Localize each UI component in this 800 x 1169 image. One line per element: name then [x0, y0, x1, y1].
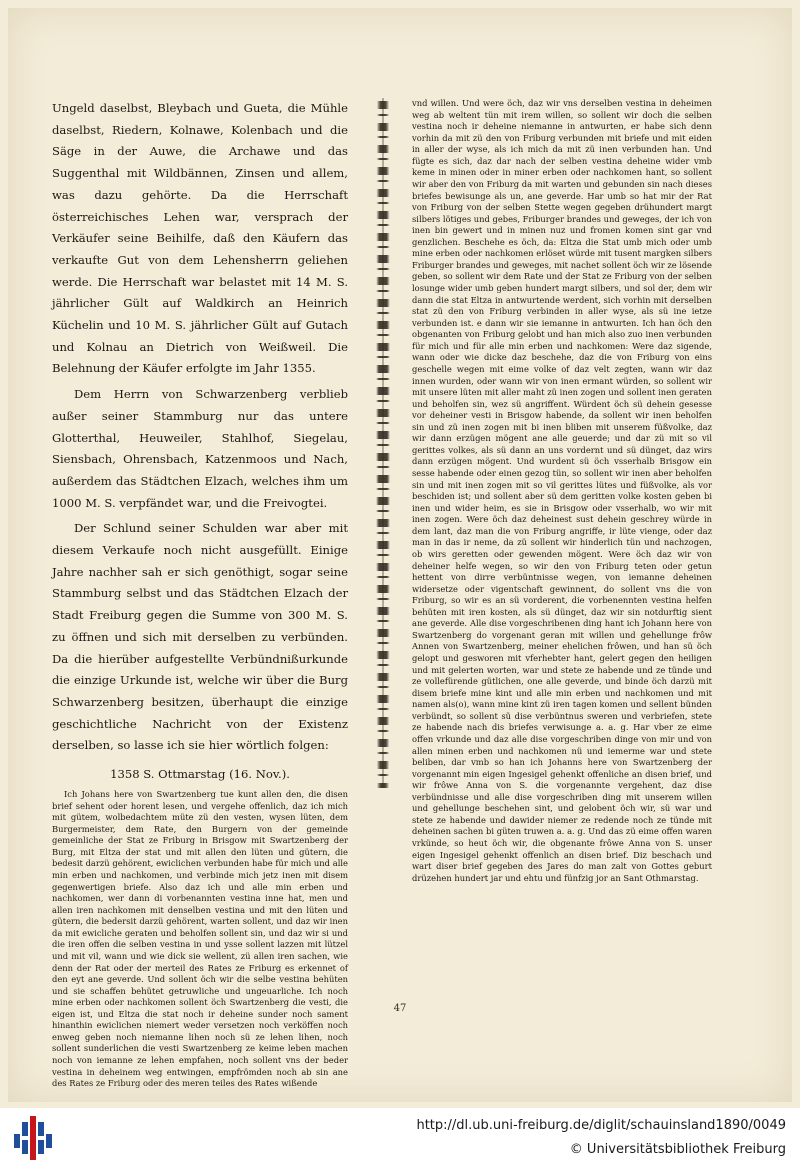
university-library-logo-icon: [14, 1116, 52, 1160]
paragraph-1: Ungeld daselbst, Bleybach und Gueta, die Mühle daselbst, Riedern, Kolnawe, Kolenbach und die Säge in der Auwe, die Archawe und das Suggenthal mit Wildbännen, Zinsen und allem, was dazu gehörte. Da die Herrschaft österreichisches Lehen war, versprach der Verkäufer seine Beihilfe, daß den Käufern das verkaufte Gut von dem Lehensherrn geliehen werde. Die Herrschaft war belastet mit 14 M. S. jährlicher Gült auf Waldkirch an Heinrich Küchelin und 10 M. S. jährlicher Gült auf Gutach und Kolnau an Dietrich von Weißweil. Die Belehnung der Käufer erfolgte im Jahr 1355.: [52, 101, 348, 376]
right-column: [412, 98, 712, 884]
ornamental-column-divider: [374, 98, 392, 788]
left-column: [52, 98, 348, 1090]
page-number: 47: [393, 1003, 407, 1014]
document-url-link[interactable]: http://dl.ub.uni-freiburg.de/diglit/schauinsland1890/0049: [416, 1118, 786, 1133]
copyright-notice: © Universitätsbibliothek Freiburg: [569, 1142, 786, 1157]
document-text-left: Ich Johans here von Swartzenberg tue kunt allen den, die disen brief sehent oder horent lesen, und vergehe offenlich, daz ich mich mit gütem, wolbedachtem müte zü den vesten, wysen lüten, dem Burgermeister, dem Rate, den Burgern von der gemeinde gemeinliche der Stat ze Friburg in Brisgow mit Swartzenberg der Burg, mit Eltza der stat und mit allen den lüten und gütern, die bedesit darzü gehörent, ewiclichen verbunden habe für mich und alle min erben und nachkomen, und verbinde mich jetz inen mit disem gegenwertigen briefe. Also daz ich und alle min erben und nachkomen, wer dann di vorbenannten vestina inne hat, men und allen iren nachkomen mit denselben vestina und mit den lüten und gütern, die bedersit darzü gehörent, warten sollent, und daz wir inen da mit ewicliche geraten und beholfen sollent sin, und daz wir si und die iren offen die selben vestina in und ysse sollent lazzen mit lützel und mit vil, wann und wie dick sie wellent, zü allen iren sachen, wie denn der Rat oder der merteil des Rates ze Friburg es erkennet of den eyt ane geverde. Und sollent öch wir die selbe vestina behüten und sie schaffen behütet getruwliche und ungeuarliche. Ich noch mine erben oder nachkomen sollent öch Swartzenberg die vesti, die eigen ist, und Eltza die stat noch ir deheine sunder noch sament hinanthin ewiclichen niemert weder versetzen noch verköffen noch enweg geben noch niemanne lihen noch sü ze lehen lihen, noch sollent sunderlichen die vesti Swartzenberg ze keime leben machen noch von iemanne ze lehen empfahen, noch sollent vns der beder vestina in deheinem weg entwingen, empfrömden noch ab sin ane des Rates ze Friburg oder des meren teiles des Rates wißende: [52, 789, 348, 1089]
paragraph-3: Der Schlund seiner Schulden war aber mit diesem Verkaufe noch nicht ausgefüllt. Einige Jahre nachher sah er sich genöthigt, sogar seine Stammburg selbst und das Städtchen Elzach der Stadt Freiburg gegen die Summe von 300 M. S. zu öffnen und sich mit derselben zu verbünden. Da die hierüber aufgestellte Verbündnißurkunde die einzige Urkunde ist, welche wir über die Burg Schwarzenberg besitzen, überhaupt die einzige geschichtliche Nachricht von der Existenz derselben, so lasse ich sie hier wörtlich folgen:: [52, 521, 348, 753]
document-heading: 1358 S. Ottmarstag (16. Nov.).: [110, 767, 290, 782]
paragraph-2: Dem Herrn von Schwarzenberg verblieb außer seiner Stammburg nur das untere Glotterthal, Heuweiler, Stahlhof, Siegelau, Siensbach, Ohrensbach, Katzenmoos und Nach, außerdem das Städtchen Elzach, welches ihm um 1000 M. S. verpfändet war, und die Freivogtei.: [52, 387, 348, 510]
document-text-right: vnd willen. Und were öch, daz wir vns derselben vestina in deheimen weg ab weltent tün mit irem willen, so sollent wir doch die selben vestina noch ir deheine niemanne in antwurten, er habe sich denn vorhin da mit zü den von Friburg verbunden mit briefe und mit eiden in aller der wyse, als ich mich da mit zü inen verbunden han. Und fügte es sich, daz dar nach der selben vestina deheine wider vmb keme in minen oder in miner erben oder nachkomen hant, so sollent wir aber den von Friburg da mit warten und gebunden sin nach dieses briefes bewisunge als un, ane geverde. Har umb so hat mir der Rat von Friburg von der selben Stette wegen gegeben drühundert margt silbers lötiges und gebes, Friburger brandes und geweges, der ich von inen bin gewert und in minen nuz und fromen komen sint gar vnd genzlichen. Beschehe es öch, da: Eltza die Stat umb mich oder umb mine erben oder nachkomen erlöset würde mit tusent margken silbers Friburger brandes und geweges, mit nachet sollent öch wir ze lösende geben, so sollent wir dem Rate und der Stat ze Friburg von der selben losunge wider umb geben hundert margt silbers, und sol der, dem wir dann die stat Eltza in antwurtende werdent, sich vorhin mit derselben stat zü den von Friburg verbinden in aller wyse, als sü ine ietze verbunden ist. e dann wir sie iemanne in antwurten. Ich han öch den obgenanten von Friburg gelobt und han mich also zuo inen verbunden für mich und für alle min erben und nachkomen: Were daz sigende, wann oder wie dicke daz beschehe, daz die von Friburg von eins geschelle wegen mit eime volke of daz velt zegten, wann wir daz innen wurden, oder wann wir von inen ermant würden, so sollent wir mit unsere lüten mit aller maht zü inen zogen und sollent inen geraten und beholfen sin, wez sü angriffent. Würdent öch sü dehein gesesse vor deheiner vesti in Brisgow habende, da sollent wir inen beholfen sin und zü inen zogen mit bi inen bliben mit unserem füßvolke, daz wir dann erzügen mögent ane alle geuerde; und dar zü mit so vil gerittes volkes, als sü dann an uns vordernt und sü dünget, daz wirs dann erzügen mögent. Und wurdent sü öch vsserhalb Brisgow ein sesse habende oder einen gezog tün, so sollent wir inen aber beholfen sin und mit inen zogen mit so vil gerittes lütes und füßvolke, als vor beschiden ist; und sollent aber sü dem geritten volke kosten geben bi inen und wider heim, es sie in Brisgow oder vsserhalb, wo wir mit inen zogen. Were öch daz deheinest sust dehein geschrey würde in dem lant, daz man die von Friburg angriffe, ir lüte vienge, oder daz man in das ir neme, da zü sollent wir hinderlich tün und nachzogen, ob wirs geretten oder gewenden mögent. Were öch daz wir von deheiner helfe wegen, so wir den von Friburg teten oder getun hettent von dirre verbüntnisse wegen, von iemanne deheinen widersetze oder vigentschaft gewinnent, do sollent vns die von Friburg, so wir es an sü vorderent, die vorbenennten vestina helfen behüten mit iren kosten, als sü dünget, daz wir sin notdurftig sient ane geverde. Alle dise vorgeschribenen ding hant ich Johann here von Swartzenberg do vorgenant geran mit willen und gehellunge frôw Annen von Swartzenberg, meiner ehelichen frôwen, und han sü öch gelopt und gesworen mit vferhebter hant, gelert gegen den heiligen und mit gelerten worten, war und stete ze habende und ze tünde und ze vollefürende gütlichen, one alle geverde, und binde öch darzü mit disem briefe mine kint und alle min erben und nachkomen und mit namen als(o), wann mine kint zü iren tagen komen und sellent bünden verbündt, so sollent sü dise verbüntnus sweren und verbriefen, stete ze habende nach dis briefes verwisunge a. a. g. Har vber ze eime offen vrkunde und daz alle dise vorgeschriben dinge von mir und von allen minen erben und nachkomen nü und iemerme war und stete beliben, dar vmb so han ich Johanns here von Swartzenberg der vorgenannt min eigen Ingesigel gehenkt offenliche an disen brief, und wir frôwe Anna von S. die vorgenannte vergehent, daz dise verbündnisse und alle dise vorgeschriben ding mit unserem willen und gehellunge beschehen sint, und gelobent öch wir, sü war und stete ze habende und dawider niemer ze redende noch ze tünde mit deheinen sachen bi güten truwen a. a. g. Und das zü eime offen waren vrkünde, so heut öch wir, die obgenante frôwe Anna von S. unser eigen Ingesigel gehenkt offenlich an disen brief. Diz beschach und wart diser brief gegeben des Jares do man zalt von Gottes geburt drüzehen hundert jar und ehtu und fünfzig jor an Sant Othmarstag.: [412, 98, 712, 883]
